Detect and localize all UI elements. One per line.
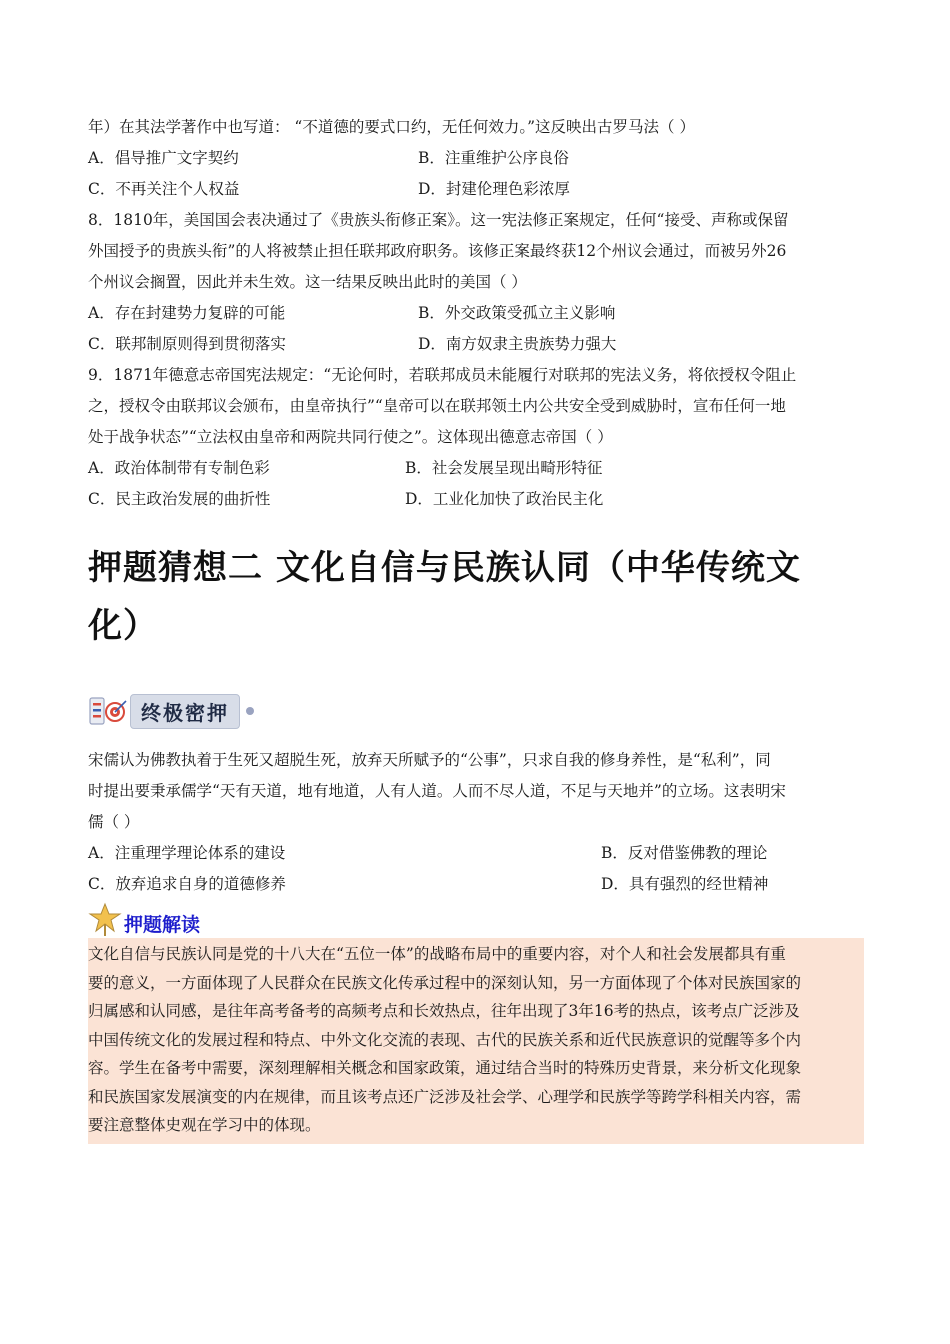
q9-options-row-2 (88, 484, 864, 515)
section-title-line-1: 押题猜想二 文化自信与民族认同（中华传统文 (88, 548, 801, 588)
badge-dot (246, 707, 254, 715)
q9-option-d: D．工业化加快了政治民主化 (405, 490, 604, 508)
q9-stem-line-2: 之，授权令由联邦议会颁布，由皇帝执行”“皇帝可以在联邦领土内公共安全受到威胁时，宣布任何一地 (88, 397, 786, 415)
q8-options-row-2 (88, 329, 864, 360)
q8-stem-line-1: 8．1810年，美国国会表决通过了《贵族头衔修正案》。这一宪法修正案规定，任何“接受、声称或保留 (88, 211, 789, 229)
section-title (88, 539, 864, 655)
q8-option-c: C．联邦制原则得到贯彻落实 (88, 335, 286, 353)
q8-option-a: A．存在封建势力复辟的可能 (88, 304, 286, 322)
reading-line-4: 中国传统文化的发展过程和特点、中外文化交流的表现、古代的民族关系和近代民族意识的觉醒等多个内 (88, 1030, 802, 1049)
reading-line-6: 和民族国家发展演变的内在规律，而且该考点还广泛涉及社会学、心理学和民族学等跨学科相关内容，需 (88, 1087, 802, 1106)
reading-line-5: 容。学生在备考中需要，深刻理解相关概念和国家政策，通过结合当时的特殊历史背景，来分析文化现象 (88, 1059, 802, 1077)
section-title-line-2: 化） (88, 606, 158, 646)
q9-option-c: C．民主政治发展的曲折性 (88, 490, 271, 508)
q7-stem: 年）在其法学著作中也写道： “不道德的要式口约，无任何效力。”这反映出古罗马法（ ） (88, 118, 695, 136)
q7-option-d: D．封建伦理色彩浓厚 (418, 180, 570, 198)
q9-stem-line-3: 处于战争状态”“立法权由皇帝和两院共同行使之”。这体现出德意志帝国（ ） (88, 428, 613, 446)
reading-header (88, 902, 864, 938)
reading-box (88, 938, 864, 1144)
main-option-c: C．放弃追求自身的道德修养 (88, 875, 286, 893)
reading-line-7: 要注意整体史观在学习中的体现。 (88, 1116, 321, 1134)
q8-options-row-1 (88, 298, 864, 329)
q9-option-a: A．政治体制带有专制色彩 (88, 459, 270, 477)
main-options-row-1 (88, 838, 864, 869)
q7-option-b: B．注重维护公序良俗 (418, 149, 569, 167)
q7-options-row-2 (88, 174, 864, 205)
main-question-line-1: 宋儒认为佛教执着于生死又超脱生死，放弃天所赋予的“公事”，只求自我的修身养性，是“私利”，同 (88, 751, 771, 769)
target-icon (88, 694, 128, 728)
star-icon (88, 902, 122, 938)
q9-options-row-1 (88, 453, 864, 484)
main-option-d: D．具有强烈的经世精神 (601, 875, 769, 893)
q8-option-d: D．南方奴隶主贵族势力强大 (418, 335, 617, 353)
q9-stem-line-1: 9．1871年德意志帝国宪法规定：“无论何时，若联邦成员未能履行对联邦的宪法义务，将依授权令阻止 (88, 366, 797, 384)
q7-option-c: C．不再关注个人权益 (88, 180, 240, 198)
main-options-row-2 (88, 869, 864, 900)
main-question-line-2: 时提出要秉承儒学“天有天道，地有地道，人有人道。人而不尽人道，不足与天地并”的立场。这表明宋 (88, 782, 786, 800)
main-question-line-3: 儒（ ） (88, 813, 140, 831)
reading-line-2: 要的意义，一方面体现了人民群众在民族文化传承过程中的深刻认知，另一方面体现了个体对民族国家的 (88, 973, 802, 992)
ultimate-badge (88, 689, 864, 733)
q9-option-b: B．社会发展呈现出畸形特征 (405, 459, 603, 477)
q7-option-a: A．倡导推广文字契约 (88, 149, 239, 167)
reading-line-1: 文化自信与民族认同是党的十八大在“五位一体”的战略布局中的重要内容，对个人和社会发展都具有重 (88, 945, 786, 963)
q8-option-b: B．外交政策受孤立主义影响 (418, 304, 616, 322)
reading-line-3: 归属感和认同感，是往年高考备考的高频考点和长效热点，往年出现了3年16考的热点，该考点广泛涉及 (88, 1002, 800, 1020)
q8-stem-line-3: 个州议会搁置，因此并未生效。这一结果反映出此时的美国（ ） (88, 273, 527, 291)
q8-stem-line-2: 外国授予的贵族头衔”的人将被禁止担任联邦政府职务。该修正案最终获12个州议会通过，而被另外26 (88, 242, 787, 260)
q7-options-row-1 (88, 143, 864, 174)
document-page (88, 112, 864, 1144)
main-option-b: B．反对借鉴佛教的理论 (601, 844, 768, 862)
main-option-a: A．注重理学理论体系的建设 (88, 844, 286, 862)
reading-title: 押题解读 (124, 914, 201, 936)
badge-label: 终极密押 (130, 694, 240, 729)
